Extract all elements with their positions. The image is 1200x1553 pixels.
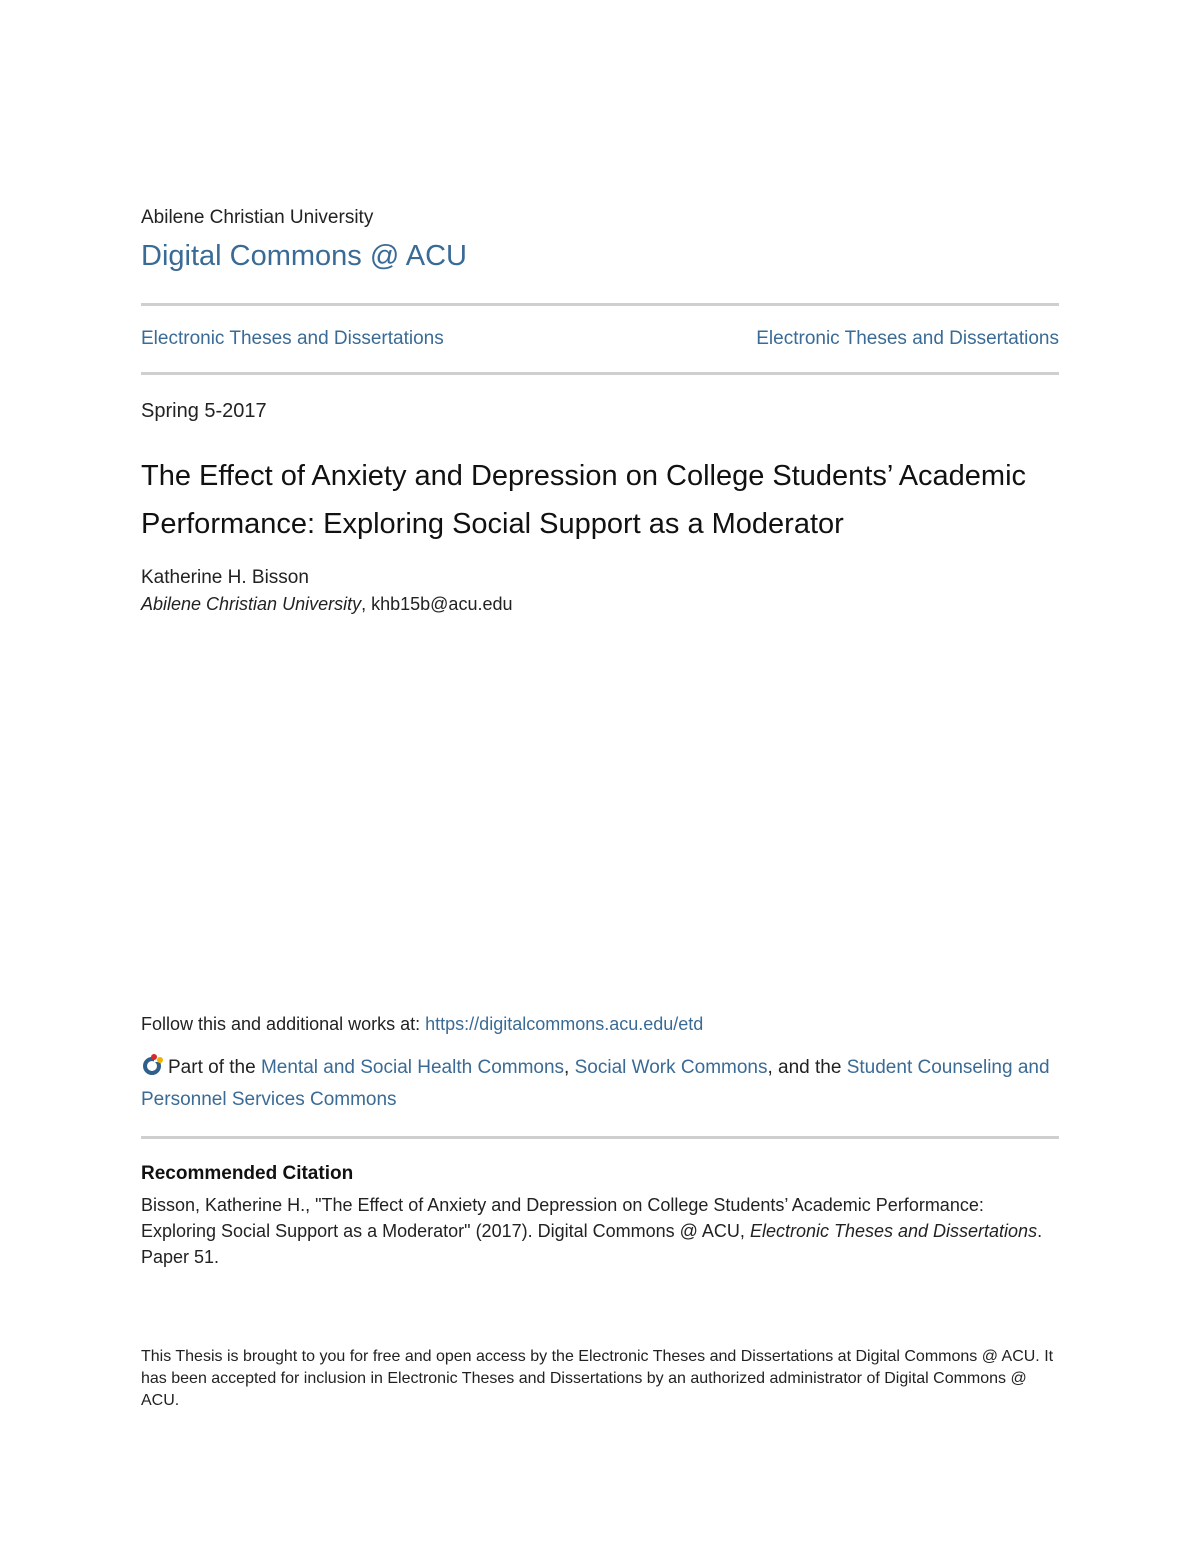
follow-prefix: Follow this and additional works at: [141,1014,426,1034]
document-title: The Effect of Anxiety and Depression on College Students’ Academic Performance: Exploring Social Support as a Moderator [141,460,1027,540]
part-of-separator-2: , and the [767,1057,847,1078]
follow-line [141,1014,703,1035]
mental-social-health-commons-link[interactable]: Mental and Social Health Commons [260,1057,565,1078]
repository-link[interactable]: Digital Commons @ ACU [141,240,467,272]
series-link-right[interactable]: Electronic Theses and Dissertations [756,328,1059,349]
citation-heading: Recommended Citation [141,1163,354,1184]
author-email: khb15b@acu.edu [371,594,513,614]
author-affiliation-line [141,594,513,615]
citation-divider [141,1136,1059,1139]
author-affiliation: Abilene Christian University [141,594,362,614]
author-name: Katherine H. Bisson [141,567,309,588]
affiliation-separator: , [361,594,372,614]
part-of-commons [141,1052,1059,1116]
citation-text-main: Bisson, Katherine H., "The Effect of Anxiety and Depression on College Students’ Academic Performance: Exploring Social Support as a Moderator" (2017). Digital Commons @ ACU, [141,1195,984,1241]
series-divider [141,372,1059,375]
publication-date: Spring 5-2017 [141,400,267,422]
access-statement: This Thesis is brought to you for free and open access by the Electronic Theses and Dissertations at Digital Commons @ ACU. It has been accepted for inclusion in Electronic Theses and Dissertations by an authorized administrator of Digital Commons @ ACU. [141,1348,1054,1409]
institution-name: Abilene Christian University [141,207,374,228]
series-link-left[interactable]: Electronic Theses and Dissertations [141,328,444,349]
part-of-prefix: Part of the [168,1057,261,1078]
collection-url-link[interactable]: https://digitalcommons.acu.edu/etd [425,1014,704,1034]
social-work-commons-link[interactable]: Social Work Commons [574,1057,768,1078]
top-divider [141,303,1059,306]
part-of-separator-1: , [564,1057,575,1078]
citation-series: Electronic Theses and Dissertations [749,1221,1038,1241]
commons-network-icon [141,1052,165,1076]
student-counseling-commons-link[interactable]: Student Counseling and Personnel Services Commons [141,1057,1050,1110]
citation-text-end: . Paper 51. [141,1221,1043,1267]
citation-text [141,1192,1059,1270]
